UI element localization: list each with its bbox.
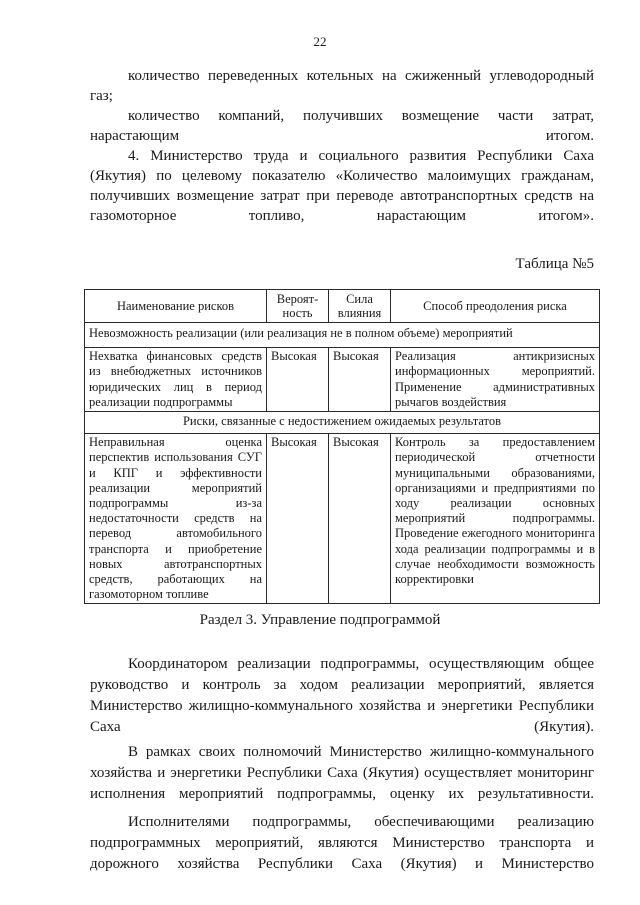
impact-cell: Высокая — [329, 348, 391, 412]
header-mitigation: Способ преодоления риска — [391, 290, 600, 323]
table-row — [85, 348, 600, 412]
header-probability: Вероят-ность — [267, 290, 329, 323]
header-risk-name: Наименование рисков — [85, 290, 267, 323]
table-group-row — [85, 412, 600, 434]
page-number: 22 — [313, 34, 327, 49]
table-row — [85, 434, 600, 604]
probability-cell: Высокая — [267, 434, 329, 604]
risks-table — [84, 289, 600, 604]
group-2-title: Риски, связанные с недостижением ожидаемых результатов — [85, 412, 600, 434]
intro-paragraph-2: количество компаний, получивших возмещение части затрат, нарастающим итогом. — [90, 108, 594, 144]
probability-cell: Высокая — [267, 348, 329, 412]
table-label: Таблица №5 — [515, 256, 594, 272]
mitigation-cell: Контроль за предоставлением периодической отчетности муниципальными образованиями, организациями и предприятиями по ходу реализации основных мероприятий подпрограммы. Проведение ежегодного мониторинга хода реализации подпрограммы и в случае необходимости возможность корректировки — [391, 434, 600, 604]
impact-cell: Высокая — [329, 434, 391, 604]
group-1-title: Невозможность реализации (или реализация не в полном объеме) мероприятий — [85, 323, 600, 348]
table-group-row — [85, 323, 600, 348]
intro-paragraph-1: количество переведенных котельных на сжиженный углеводородный газ; — [90, 68, 594, 104]
mitigation-cell: Реализация антикризисных информационных мероприятий. Применение административных рычагов воздействия — [391, 348, 600, 412]
header-impact: Сила влияния — [329, 290, 391, 323]
section-heading: Раздел 3. Управление подпрограммой — [199, 612, 441, 628]
risk-name-cell: Неправильная оценка перспектив использования СУГ и КПГ и эффективности реализации мероприятий подпрограммы из-за недостаточности средств на перевод автомобильного транспорта и приобретение новых автотранспортных средств, работающих на газомоторном топливе — [85, 434, 267, 604]
table-header-row — [85, 290, 600, 323]
intro-paragraph-3: 4. Министерство труда и социального развития Республики Саха (Якутия) по целевому показателю «Количество малоимущих гражданам, получивших возмещение затрат при переводе автотранспортных средств на газомоторное топливо, нарастающим итогом». — [90, 148, 594, 224]
risk-name-cell: Нехватка финансовых средств из внебюджетных источников юридических лиц в период реализации подпрограммы — [85, 348, 267, 412]
body-paragraph-2: В рамках своих полномочий Министерство жилищно-коммунального хозяйства и энергетики Республики Саха (Якутия) осуществляет мониторинг исполнения мероприятий подпрограммы, оценку их результативности. — [90, 744, 594, 802]
body-paragraph-3: Исполнителями подпрограммы, обеспечивающими реализацию подпрограммных мероприятий, являются Министерство транспорта и дорожного хозяйства Республики Саха (Якутия) и Министерство — [90, 814, 594, 872]
body-paragraph-1: Координатором реализации подпрограммы, осуществляющим общее руководство и контроль за ходом реализации мероприятий, является Министерство жилищно-коммунального хозяйства и энергетики Республики Саха (Якутия). — [90, 656, 594, 735]
